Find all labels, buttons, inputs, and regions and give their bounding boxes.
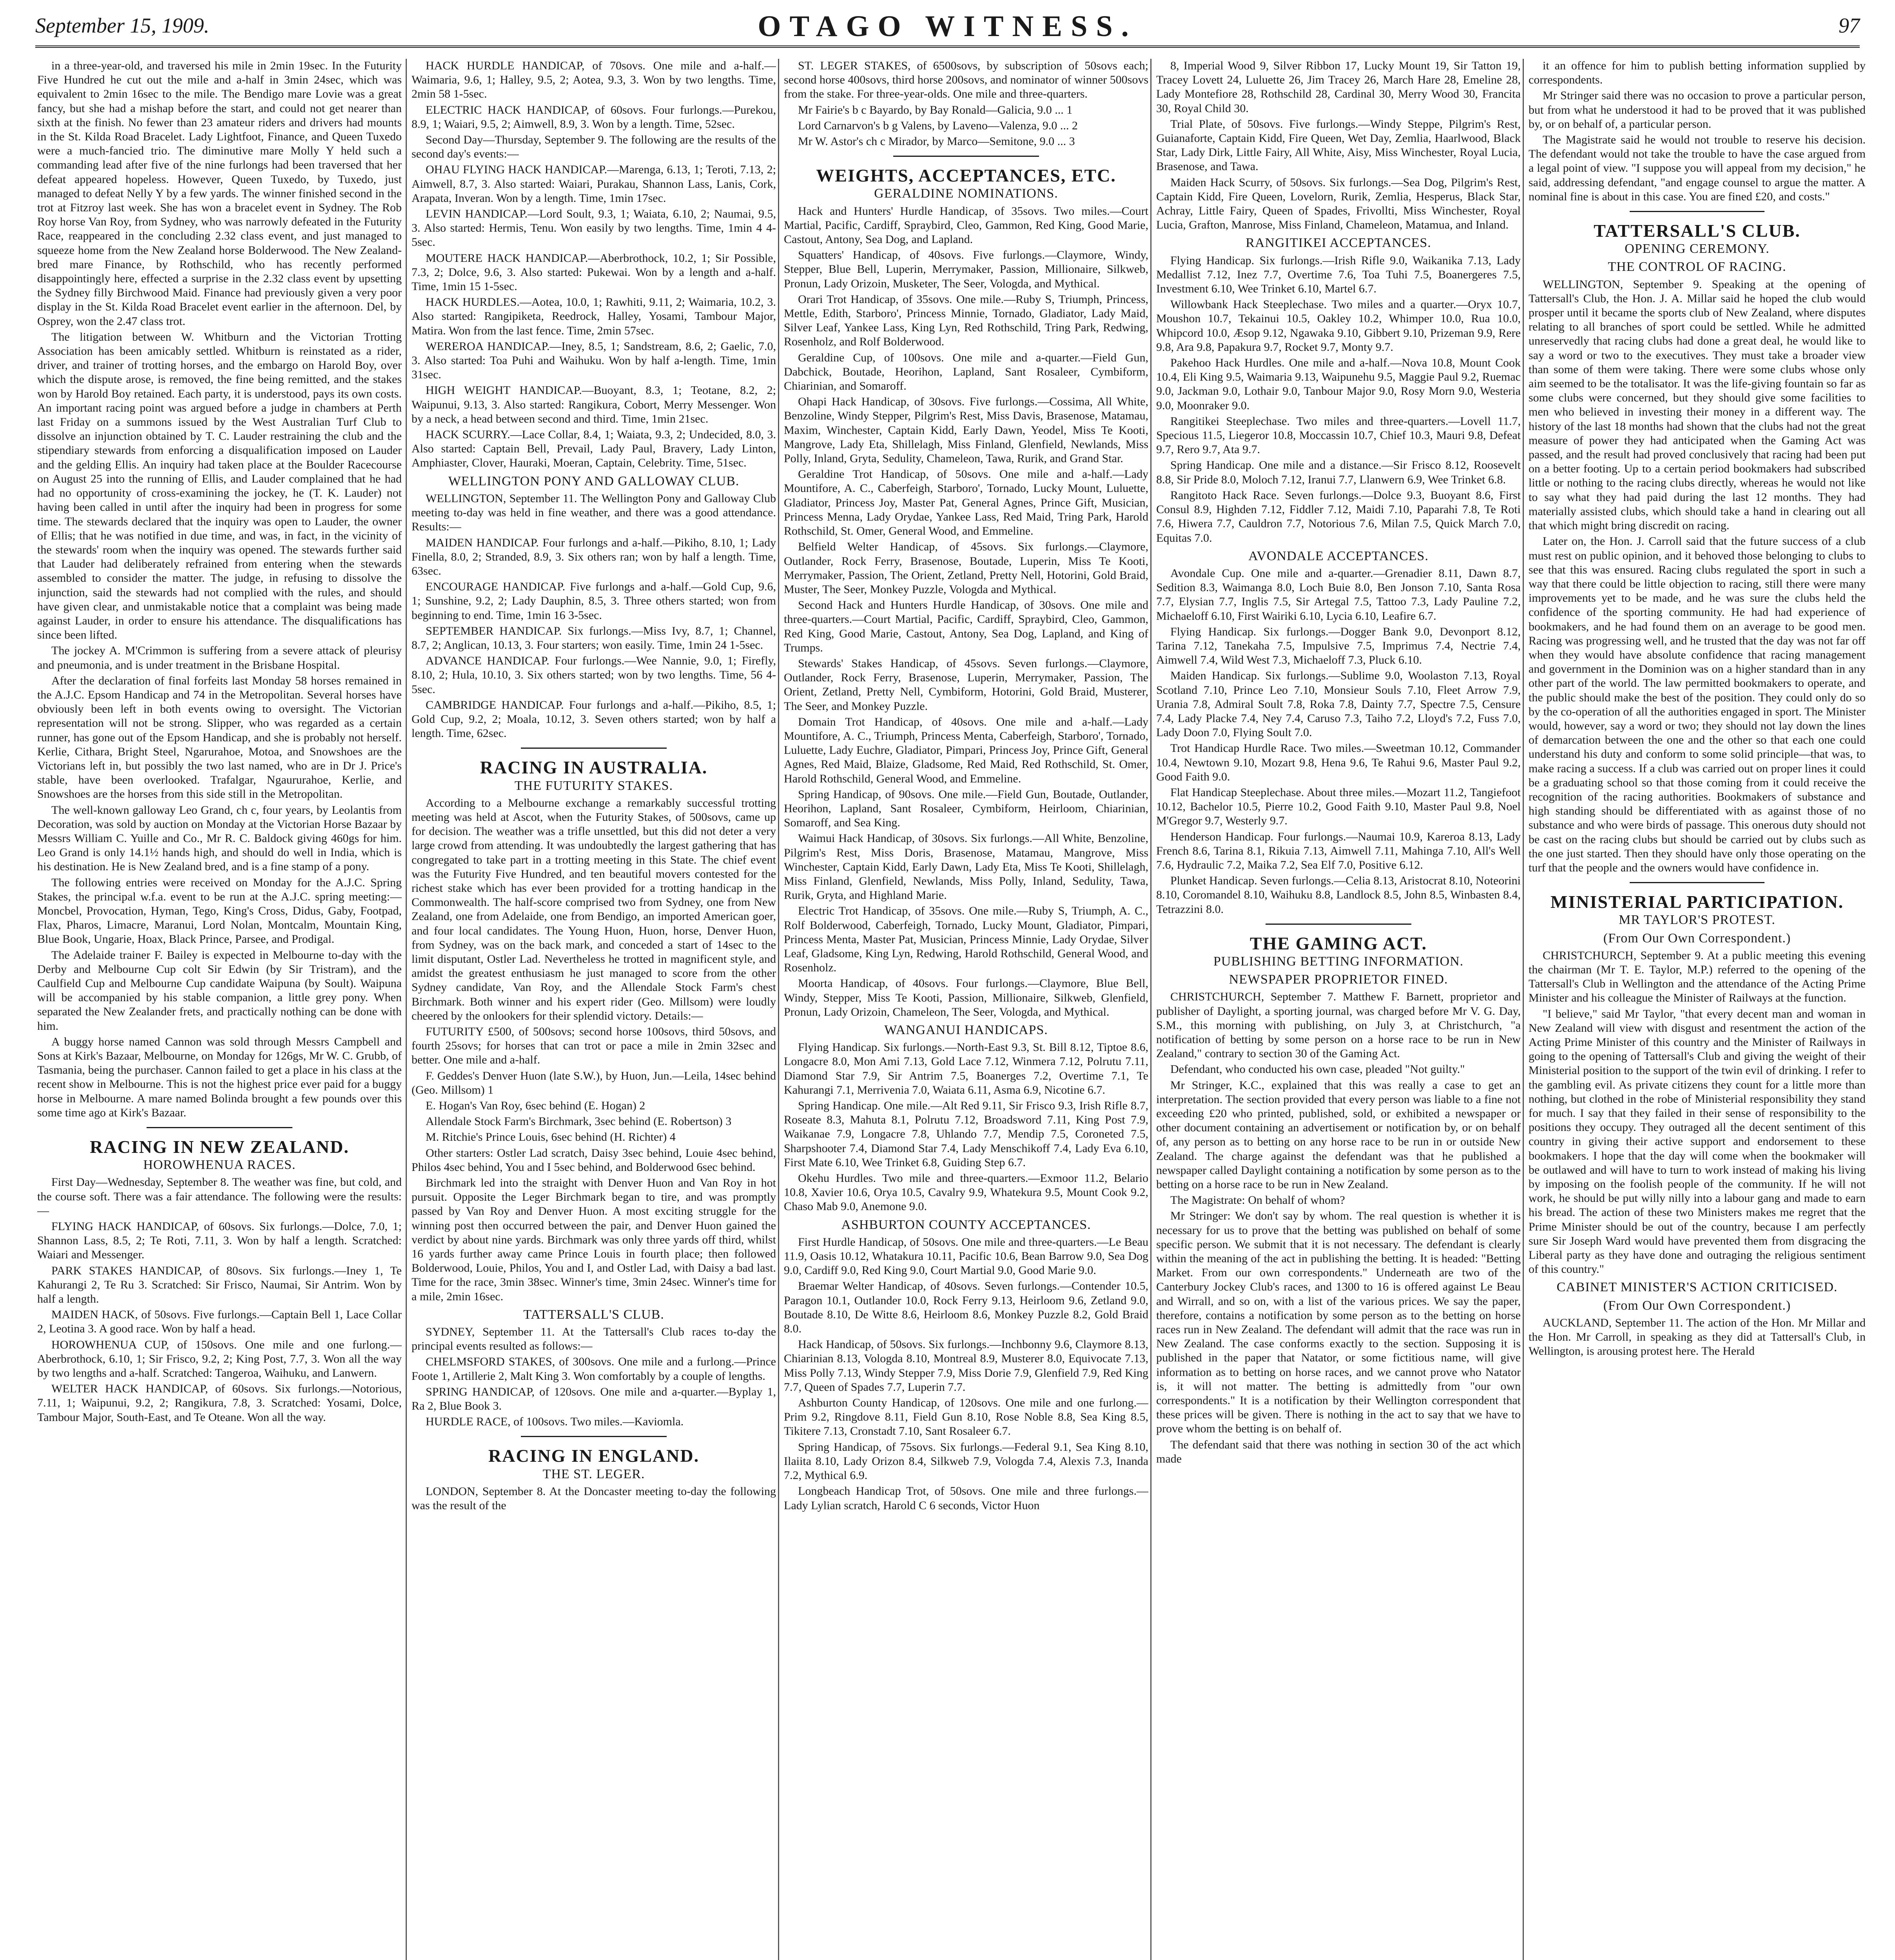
article-paragraph: Rangitoto Hack Race. Seven furlongs.—Dolce 9.3, Buoyant 8.6, First Consul 8.9, Highden 7.12, Fiddler 7.12, Maidi 7.10, Paparahi 7.8, Te Roti 7.6, Hiwera 7.7, Cauldron 7.7, Notorious 7.6, Milan 7.5, Quick March 7.0, Equitas 7.0. [1156, 488, 1521, 544]
article-paragraph: OHAU FLYING HACK HANDICAP.—Marenga, 6.13, 1; Teroti, 7.13, 2; Aimwell, 8.7, 3. Also started: Waiari, Purakau, Shannon Lass, Lanis, Cork, Arapata, Inveran. Won by a length. Time, 1min 17sec. [412, 163, 776, 205]
article-paragraph: it an offence for him to publish betting information supplied by correspondents. [1529, 59, 1866, 87]
section-divider [521, 1436, 667, 1437]
article-paragraph: FUTURITY £500, of 500sovs; second horse 100sovs, third 50sovs, and fourth 25sovs; for horses that can trot or pace a mile in 2min 32sec and better. One mile and a-half. [412, 1025, 776, 1067]
column-4 [1156, 59, 1521, 1960]
article-paragraph: Mr Stringer said there was no occasion to prove a particular person, but from what he understood it had to be proved that it was published by, or on behalf of, a particular person. [1529, 89, 1866, 131]
article-subheading: TATTERSALL'S CLUB. [523, 1307, 664, 1322]
column-3 [784, 59, 1148, 1960]
article-subheading: THE CONTROL OF RACING. [1608, 260, 1786, 274]
article-paragraph: SPRING HANDICAP, of 120sovs. One mile and a-quarter.—Byplay 1, Ra 2, Blue Book 3. [412, 1385, 776, 1413]
section-heading: MINISTERIAL PARTICIPATION. [1550, 892, 1844, 912]
article-paragraph: The Adelaide trainer F. Bailey is expected in Melbourne to-day with the Derby and Melbourne Cup colt Sir Edwin (by Sir Tristram), and the Caulfield Cup and Melbourne Cup candidate Waipuna (by Soult). Waipuna will be accompanied by his stable companion, a little grey pony. When separated the New Zealander frets, and practically nothing can be done with him. [37, 948, 402, 1033]
article-paragraph: WELLINGTON, September 9. Speaking at the opening of Tattersall's Club, the Hon. J. A. Millar said he hoped the club would prosper until it became the sports club of New Zealand, where disputes relating to all branches of sport could be settled. While he admitted unreservedly that racing clubs had done a great deal, he would like to say a word or two to the executives. They must take a broader view than some of them were taking. There were some clubs whose only aim seemed to be the totalisator. It was the life-giving fountain so far as some clubs were concerned, but they should give some facilities to men who believed in investing their money in a different way. The history of the last 18 months had shown that the clubs had not the great measure of power they had anticipated when the Gaming Act was passed, and the result had proved conclusively that racing had been put on a better footing. Up to a certain period bookmakers had subscribed little or nothing to the racing clubs directly, whereas he would not like to say what they had paid during the last 12 months. They had materially assisted clubs, which should take a hand in clearing out all that which might bring discredit on racing. [1529, 278, 1866, 532]
article-paragraph: Waimui Hack Handicap, of 30sovs. Six furlongs.—All White, Benzoline, Pilgrim's Rest, Miss Doris, Brasenose, Matamau, Mangrove, Miss Winchester, Captain Kidd, Early Dawn, Lady Eta, Miss Te Kooti, Shillelagh, Miss Finland, Glenfield, Newlands, Miss Polly, Inland, Sedulity, Tawa, Rurik, Gryta, and Highland Marie. [784, 832, 1148, 902]
article-paragraph: Okehu Hurdles. Two mile and three-quarters.—Exmoor 11.2, Belario 10.8, Xavier 10.6, Orya 10.5, Cavalry 9.9, Whatekura 9.5, Mount Cook 9.2, Chaso Mab 9.0, Anemone 9.0. [784, 1172, 1148, 1213]
article-subheading: (From Our Own Correspondent.) [1603, 931, 1791, 946]
article-paragraph: Electric Trot Handicap, of 35sovs. One mile.—Ruby S, Triumph, A. C., Rolf Bolderwood, Caberfeigh, Tornado, Lucky Mount, Gladiator, Pimpari, Princess Menta, Master Pat, Musician, Princess Minnie, Lady Orydae, Silver Leaf, Gladsome, King Lyn, Redwing, Harold Rothschild, General Wood, and Rosenholz. [784, 904, 1148, 975]
section-heading: RACING IN ENGLAND. [488, 1446, 700, 1466]
article-paragraph: M. Ritchie's Prince Louis, 6sec behind (H. Richter) 4 [426, 1131, 676, 1144]
article-paragraph: HIGH WEIGHT HANDICAP.—Buoyant, 8.3, 1; Teotane, 8.2, 2; Waipunui, 9.13, 3. Also started: Rangikura, Cobort, Merry Messenger. Won by a neck, a head between second and third. Time, 1min 21sec. [412, 384, 776, 425]
article-paragraph: Flying Handicap. Six furlongs.—Irish Rifle 9.0, Waikanika 7.13, Lady Medallist 7.12, Inez 7.7, Overtime 7.6, Toa Tuhi 7.5, Boanergeres 7.5, Investment 6.10, Wee Trinket 6.10, Martel 6.7. [1156, 254, 1521, 296]
article-paragraph: Other starters: Ostler Lad scratch, Daisy 3sec behind, Louie 4sec behind, Philos 4sec behind, You and I 5sec behind, and Bolderwood 6sec behind. [412, 1146, 776, 1174]
section-divider [1630, 211, 1764, 212]
article-subheading: HOROWHENUA RACES. [143, 1158, 296, 1172]
article-paragraph: Henderson Handicap. Four furlongs.—Naumai 10.9, Kareroa 8.13, Lady French 8.6, Tarina 8.1, Rikuia 7.13, Aimwell 7.11, Mahinga 7.10, All's Well 7.6, Hydraulic 7.2, Maika 7.2, Sea Elf 7.0, Positive 6.12. [1156, 830, 1521, 871]
article-paragraph: Later on, the Hon. J. Carroll said that the future success of a club must rest on public opinion, and it behoved those belonging to clubs to see that this was ensured. Racing clubs regulated the sport in such a way that there could be little objection to racing, still there were many improvements yet to be made, and he was sure the clubs held the confidence of the sporting community. He had had experience of bookmakers, and he had found them on an average to be good men. Racing was progressing well, and he trusted that the day was not far off when they would have absolute confidence that racing management and government in the Dominion was on a higher standard than in any other part of the world. The law permitted bookmakers to operate, and the public should make the best of the position. They could only do so by the co-operation of all the authorities engaged in sport. The Minister would, however, say a word or two; they should not lay down the lines of demarcation between the one and the other so that each one could understand his duty and conform to some solid principle—that was, to make racing a success. If a club was carried out on proper lines it could be a graduating school so that those coming from it could receive the recognition of the racing authorities. Bookmakers of substance and high standing should be differentiated with as against those of no substance and who were birds of passage. This onerous duty should not be cast on the racing clubs but should be carried out by clubs such as the one just started. Then they should have only those operating on the turf that the people and the owners would have confidence in. [1529, 535, 1866, 874]
article-paragraph: The Magistrate said he would not trouble to reserve his decision. The defendant would not take the trouble to have the case argued from a legal point of view. "I suppose you will appeal from my decision," he said, addressing defendant, "and engage counsel to argue the matter. A nominal fine is about in this case. You are fined £20, and costs." [1529, 133, 1866, 203]
article-paragraph: Spring Handicap. One mile and a distance.—Sir Frisco 8.12, Roosevelt 8.8, Sir Pride 8.0, Moloch 7.12, Iranui 7.7, Llanwern 6.9, Wee Trinket 6.8. [1156, 459, 1521, 486]
article-paragraph: The following entries were received on Monday for the A.J.C. Spring Stakes, the principal w.f.a. event to be run at the A.J.C. spring meeting:—Moncbel, Provocation, Hyman, Tego, King's Cross, Didus, Gaby, Footpad, Flax, Pharos, Limacre, Maranui, Lord Nolan, Montcalm, Mountain King, Blue Book, Ungarie, Hoax, Black Prince, Parsee, and Prodigal. [37, 876, 402, 946]
article-paragraph: A buggy horse named Cannon was sold through Messrs Campbell and Sons at Kirk's Bazaar, Melbourne, on Monday for 126gs, Mr W. C. Grubb, of Tasmania, being the purchaser. Cannon failed to get a place in his class at the recent show in Melbourne. This is not the highest price ever paid for a buggy horse in Melbourne. A mare named Bolinda brought a few pounds over this some time ago at Kirk's Bazaar. [37, 1035, 402, 1119]
newspaper-title: OTAGO WITNESS. [758, 10, 1137, 43]
article-subheading: PUBLISHING BETTING INFORMATION. [1213, 954, 1464, 969]
article-paragraph: Mr Stringer: We don't say by whom. The real question is whether it is necessary for us to prove that the betting was published on behalf of some specific person. We submit that it is not necessary. The defendant is clearly within the meaning of the act in publishing the betting. It is headed: "Betting Market. From our own correspondents." Underneath are two of the Canterbury Jockey Club's races, and 1300 to 16 is offered against Le Beau and Wirrall, and so on, with a list of the various prices. We say the paper, therefore, contains a notification by some person as to the betting on horse races run in New Zealand. The defendant will admit that the race was run in New Zealand. The case conforms exactly to the section. Supposing it is published in the paper that Natator, or some fictitious name, will give information as to betting on horse races, and we cannot prove who Natator is, it will not matter. The betting is admittedly from "our own correspondents." It is a notification by their Wellington correspondent that these prices will be given. There is nothing in the act to say that we have to prove whom the betting is on behalf of. [1156, 1209, 1521, 1436]
article-paragraph: F. Geddes's Denver Huon (late S.W.), by Huon, Jun.—Leila, 14sec behind (Geo. Millsom) 1 [412, 1069, 776, 1096]
article-paragraph: Avondale Cup. One mile and a-quarter.—Grenadier 8.11, Dawn 8.7, Sedition 8.3, Waimanga 8.0, Loch Buie 8.0, Ben Jonson 7.10, Santa Rosa 7.7, Elysian 7.7, Inglis 7.5, Sir Artegal 7.5, Tattoo 7.3, Lady Pauline 7.2, Michaeloff 6.10, First Wairiki 6.10, Lycia 6.10, Leafire 6.7. [1156, 566, 1521, 622]
article-subheading: ASHBURTON COUNTY ACCEPTANCES. [841, 1217, 1091, 1232]
article-paragraph: MAIDEN HACK, of 50sovs. Five furlongs.—Captain Bell 1, Lace Collar 2, Leotina 3. A good race. Won by half a head. [37, 1308, 402, 1336]
article-paragraph: CAMBRIDGE HANDICAP. Four furlongs and a-half.—Pikiho, 8.5, 1; Gold Cup, 9.2, 2; Moala, 10.12, 3. Seven others started; won by half a length. Time, 62sec. [412, 698, 776, 740]
article-subheading: GERALDINE NOMINATIONS. [874, 186, 1058, 201]
section-heading: WEIGHTS, ACCEPTANCES, ETC. [816, 165, 1116, 186]
article-paragraph: CHELMSFORD STAKES, of 300sovs. One mile and a furlong.—Prince Foote 1, Artillerie 2, Malt King 3. Won comfortably by a couple of lengths. [412, 1355, 776, 1383]
article-paragraph: According to a Melbourne exchange a remarkably successful trotting meeting was held at Ascot, when the Futurity Stakes, of 500sovs, came up for decision. The weather was a trifle unsettled, but this did not deter a very large crowd from attending. It was undoubtedly the largest gathering that has congregated to take part in a trotting meeting in this State. The chief event was the Futurity Five Hundred, and ten beautiful movers contested for the richest stake which has ever been provided for a trotting handicap in the Commonwealth. The half-score comprised two from Sydney, one from New Zealand, one from Adelaide, one from Bendigo, an imported American goer, and four local candidates. The Young Huon, Huon, horse, Denver Huon, from Sydney, was on the back mark, and conceded a start of 14sec to the limit disputant, Ostler Lad. Nevertheless he trotted in magnificent style, and amidst the greatest enthusiasm he just managed to score from the other Sydney candidate, Van Roy, and the Allendale Stock Farm's chest Birchmark. Both winner and his expert rider (Geo. Millsom) were loudly cheered by the onlookers for their splendid victory. Details:— [412, 796, 776, 1022]
article-paragraph: HOROWHENUA CUP, of 150sovs. One mile and one furlong.—Aberbrothock, 6.10, 1; Sir Frisco, 9.2, 2; King Post, 7.7, 3. Won all the way by two lengths and a-half. Scratched: Tangeroa, Waihuku, and Lanwern. [37, 1338, 402, 1380]
article-paragraph: MOUTERE HACK HANDICAP.—Aberbrothock, 10.2, 1; Sir Possible, 7.3, 2; Dolce, 9.6, 3. Also started: Pukewai. Won by a length and a-half. Time, 1min 15 1-5sec. [412, 251, 776, 293]
column-2 [412, 59, 776, 1960]
article-subheading: CABINET MINISTER'S ACTION CRITICISED. [1556, 1280, 1838, 1295]
article-paragraph: Mr W. Astor's ch c Mirador, by Marco—Semitone, 9.0 ... 3 [798, 135, 1075, 148]
article-paragraph: Maiden Handicap. Six furlongs.—Sublime 9.0, Woolaston 7.13, Royal Scotland 7.10, Prince Leo 7.10, Monsieur Souls 7.10, Fleet Arrow 7.9, Urania 7.8, Admiral Soult 7.8, Roka 7.8, Dainty 7.7, Spectre 7.5, Censure 7.4, Lady Placke 7.4, Ney 7.4, Caruso 7.3, Taiho 7.2, Lloyd's 7.2, Fuss 7.0, Lady Doon 7.0, Flying Soult 7.0. [1156, 669, 1521, 739]
article-paragraph: Ohapi Hack Handicap, of 30sovs. Five furlongs.—Cossima, All White, Benzoline, Windy Stepper, Pilgrim's Rest, Miss Davis, Brasenose, Matamau, Maxim, Winchester, Captain Kidd, Early Dawn, Yeodel, Miss Te Kooti, Mangrove, Lady Eta, Shillelagh, Miss Finland, Glenfield, Newlands, Miss Polly, Inland, Gryta, Sedulity, Chameleon, Tawa, Rurik, and Grand Star. [784, 395, 1148, 465]
article-paragraph: Rangitikei Steeplechase. Two miles and three-quarters.—Lovell 11.7, Specious 11.5, Liegeror 10.8, Moccassin 10.7, Chief 10.3, Mauri 9.8, Defeat 9.7, Rero 9.7, Ata 9.7. [1156, 414, 1521, 456]
article-subheading: WANGANUI HANDICAPS. [884, 1023, 1048, 1037]
article-paragraph: CHRISTCHURCH, September 7. Matthew F. Barnett, proprietor and publisher of Daylight, a sporting journal, was charged before Mr V. G. Day, S.M., this morning with publishing, on July 3, at Christchurch, "a notification of betting by some person on a horse race to be run in New Zealand," contrary to section 30 of the Gaming Act. [1156, 990, 1521, 1060]
article-paragraph: The litigation between W. Whitburn and the Victorian Trotting Association has been amicably settled. Whitburn is reinstated as a rider, driver, and trainer of trotting horses, and the embargo on Harold Boy, over which the dispute arose, is removed, the fine being remitted, and the stakes won by Harold Boy retained. Each party, it is understood, pays its own costs. An important racing point was argued before a judge in chambers at Perth last Friday on a summons issued by the West Australian Turf Club to dissolve an injunction obtained by T. C. Lauder restraining the club and the stipendiary stewards from enforcing a disqualification imposed on Lauder and the gelding Ellis. An inquiry had taken place at the Boulder Racecourse on August 25 into the running of Ellis, and Lauder complained that he had had no opportunity of cross-examining the jockey, he (T. K. Lauder) not having been called in until after the inquiry had been in progress for some time. The stewards declared that the inquiry was open to Lauder, the owner of Ellis; that he was notified in due time, and was, in fact, in the vicinity of the stewards' room when the inquiry was opened. The stewards further said that Lauder had deliberately refrained from entering when the stewards assembled to consider the matter. The judge, in refusing to dissolve the injunction, said the stewards had not complied with the rules, and should have given clear, and unmistakable notice that a complaint was being made against Lauder, in order to ensure his attendance. The disqualifications has since been lifted. [37, 330, 402, 642]
article-paragraph: CHRISTCHURCH, September 9. At a public meeting this evening the chairman (Mr T. E. Taylor, M.P.) referred to the opening of the Tattersall's Club in Wellington and the attendance of the Acting Prime Minister and his colleague the Minister of Railways at the function. [1529, 949, 1866, 1005]
article-paragraph: WEREROA HANDICAP.—Iney, 8.5, 1; Sandstream, 8.6, 2; Gaelic, 7.0, 3. Also started: Toa Puhi and Waihuku. Won by half a-length. Time, 1min 31sec. [412, 339, 776, 381]
article-paragraph: Flat Handicap Steeplechase. About three miles.—Mozart 11.2, Tangiefoot 10.12, Bachelor 10.5, Pierre 10.2, Good Faith 9.10, Master Paul 9.8, Noel M'Gregor 9.7, Westerly 9.7. [1156, 786, 1521, 828]
article-paragraph: Geraldine Trot Handicap, of 50sovs. One mile and a-half.—Lady Mountifore, A. C., Caberfeigh, Starboro', Tornado, Lucky Mount, Luluette, Gladiator, Princess Joy, Master Pat, General Agnes, Prince Gift, Musician, Princess Menna, Lady Orydae, Yankee Lass, Red Maid, Tring Park, Harold Rothschild, St. Omer, General Wood, and Emmeline. [784, 468, 1148, 538]
section-heading: RACING IN NEW ZEALAND. [90, 1137, 349, 1157]
article-paragraph: LEVIN HANDICAP.—Lord Soult, 9.3, 1; Waiata, 6.10, 2; Naumai, 9.5, 3. Also started: Hermis, Tenu. Won easily by two lengths. Time, 1min 4 4-5sec. [412, 207, 776, 249]
article-paragraph: Plunket Handicap. Seven furlongs.—Celia 8.13, Aristocrat 8.10, Noteorini 8.10, Coromandel 8.10, Waihuku 8.8, Landlock 8.5, John 8.5, Winbasten 8.4, Tetrazzini 8.0. [1156, 874, 1521, 916]
article-paragraph: PARK STAKES HANDICAP, of 80sovs. Six furlongs.—Iney 1, Te Kahurangi 2, Te Ru 3. Scratched: Sir Frisco, Naumai, Sir Antrim. Won by half a length. [37, 1264, 402, 1306]
column-rule [1150, 59, 1152, 1960]
article-paragraph: ELECTRIC HACK HANDICAP, of 60sovs. Four furlongs.—Purekou, 8.9, 1; Waiari, 9.5, 2; Aimwell, 8.9, 3. Won by a length. Time, 52sec. [412, 103, 776, 131]
article-paragraph: Stewards' Stakes Handicap, of 45sovs. Seven furlongs.—Claymore, Outlander, Rock Ferry, Brasenose, Luperin, Merrymaker, Passion, The Orient, Zetland, Pretty Nell, Cymbiform, Hotorini, Gold Braid, Musterer, The Seer, and Monkey Puzzle. [784, 657, 1148, 713]
article-paragraph: HURDLE RACE, of 100sovs. Two miles.—Kaviomla. [426, 1415, 684, 1428]
article-paragraph: Pakehoo Hack Hurdles. One mile and a-half.—Nova 10.8, Mount Cook 10.4, Eli King 9.5, Waimaria 9.13, Waipunehu 9.5, Maggie Paul 9.2, Ruemac 9.0, Jackman 9.0, Lothair 9.0, Tanbour Major 9.0, Rosy Morn 9.0, Westeria 9.0, Moonraker 9.0. [1156, 356, 1521, 412]
article-paragraph: AUCKLAND, September 11. The action of the Hon. Mr Millar and the Hon. Mr Carroll, in speaking as they did at Tattersall's Club, in Wellington, is arousing protest here. The Herald [1529, 1316, 1866, 1358]
article-paragraph: The defendant said that there was nothing in section 30 of the act which made [1156, 1438, 1521, 1465]
article-paragraph: in a three-year-old, and traversed his mile in 2min 19sec. In the Futurity Five Hundred he cut out the mile and a-half in 3min 24sec, which was equivalent to 2min 16sec to the mile. The Bendigo mare Lovie was a great fancy, but she had a mishap before the start, and could not get nearer than sixth at the finish. No fewer than 23 amateur riders and drivers had mounts in the St. Kilda Road Bracelet. Lady Lightfoot, Finance, and Queen Tuxedo were a much-fancied trio. The diminutive mare Molly Y held such a commanding lead after five of the nine furlongs had been traversed that her defeat appeared hopeless. However, Queen Tuxedo, by Tuxedo, just managed to defeat Nelly Y by a few yards. The winner finished second in the trot at Fitzroy last week. She has won a bracelet event in Sydney. The Rob Roy horse Van Roy, from Sydney, who was narrowly defeated in the Futurity Race, reappeared in the concluding 2.32 class event, and just managed to squeeze home from the New Zealand horse Bolderwood. The New Zealand-bred mare Finance, by Rothschild, who has recently performed disappointingly here, effected a surprise in the 2.32 class event by upsetting the Sydney filly Birchwood Maid. Finance had previously given a very poor display in the St. Kilda Road Bracelet event earlier in the afternoon. Del, by Osprey, won the 2.47 class trot. [37, 59, 402, 328]
article-paragraph: Geraldine Cup, of 100sovs. One mile and a-quarter.—Field Gun, Dabchick, Boutade, Heorihon, Lapland, Sant Rosaleer, Cymbiform, Chiarinian, and Somaroff. [784, 351, 1148, 393]
article-paragraph: Belfield Welter Handicap, of 45sovs. Six furlongs.—Claymore, Outlander, Rock Ferry, Brasenose, Boutade, Luperin, Miss Te Kooti, Merrymaker, Passion, The Orient, Zetland, Pretty Nell, Hotorini, Gold Braid, Muster, The Seer, Monkey Puzzle, Vologda and Mythical. [784, 540, 1148, 596]
article-paragraph: Flying Handicap. Six furlongs.—North-East 9.3, St. Bill 8.12, Tiptoe 8.6, Longacre 8.0, Mon Ami 7.13, Gold Lace 7.12, Winmera 7.12, Polrutu 7.11, Diamond Star 7.9, Sir Antrim 7.5, Boanerges 7.2, Overtime 7.1, Te Kahurangi 7.1, Merrivenia 7.0, Waiata 6.11, Asma 6.9, Nicotine 6.7. [784, 1041, 1148, 1096]
issue-date: September 15, 1909. [35, 14, 209, 37]
article-paragraph: Second Day—Thursday, September 9. The following are the results of the second day's events:— [412, 133, 776, 161]
section-heading: TATTERSALL'S CLUB. [1594, 221, 1801, 241]
article-paragraph: Second Hack and Hunters Hurdle Handicap, of 30sovs. One mile and three-quarters.—Court Martial, Pacific, Cardiff, Spraybird, Cleo, Gammon, Red King, Good Marie, Castout, Antony, Sea Dog, Lapland, and King of Trumps. [784, 599, 1148, 654]
masthead [35, 8, 1860, 48]
article-paragraph: Defendant, who conducted his own case, pleaded "Not guilty." [1170, 1063, 1465, 1076]
article-paragraph: LONDON, September 8. At the Doncaster meeting to-day the following was the result of the [412, 1485, 776, 1512]
article-subheading: (From Our Own Correspondent.) [1603, 1298, 1791, 1313]
section-heading: RACING IN AUSTRALIA. [480, 757, 708, 778]
column-rule [1523, 59, 1524, 1960]
article-paragraph: HACK SCURRY.—Lace Collar, 8.4, 1; Waiata, 9.3, 2; Undecided, 8.0, 3. Also started: Captain Bell, Prevail, Lady Paul, Bravery, Lady Linton, Amphiaster, Clover, Hauraki, Moeran, Captain, Celebrity. Time, 51sec. [412, 428, 776, 470]
article-paragraph: Spring Handicap, of 90sovs. One mile.—Field Gun, Boutade, Outlander, Heorihon, Lapland, Sant Rosaleer, Cymbiform, Heirloom, Chiarinian, Somaroff, and Sea King. [784, 788, 1148, 829]
article-subheading: RANGITIKEI ACCEPTANCES. [1246, 236, 1431, 250]
article-paragraph: Flying Handicap. Six furlongs.—Dogger Bank 9.0, Devonport 8.12, Tarina 7.12, Tanekaha 7.5, Impulsive 7.5, Imprimus 7.4, Nectrie 7.4, Aimwell 7.4, Wild West 7.3, Michaeloff 7.3, Pluck 6.10. [1156, 625, 1521, 667]
article-paragraph: Hack Handicap, of 50sovs. Six furlongs.—Inchbonny 9.6, Claymore 8.13, Chiarinian 8.13, Vologda 8.10, Montreal 8.9, Musterer 8.0, Equivocate 7.13, Miss Polly 7.13, Windy Stepper 7.9, Miss Dorie 7.9, Glenfield 7.9, Red King 7.7, Queen of Spades 7.7, Luperin 7.7. [784, 1338, 1148, 1394]
article-paragraph: HACK HURDLES.—Aotea, 10.0, 1; Rawhiti, 9.11, 2; Waimaria, 10.2, 3. Also started: Rangipiketa, Reedrock, Halley, Yosami, Tambour Major, Matira. Won from the last fence. Time, 2min 57sec. [412, 296, 776, 337]
article-paragraph: SYDNEY, September 11. At the Tattersall's Club races to-day the principal events resulted as follows:— [412, 1325, 776, 1353]
article-paragraph: Birchmark led into the straight with Denver Huon and Van Roy in hot pursuit. Opposite the Leger Birchmark began to tire, and was promptly passed by Van Roy and Denver Huon. A most exciting struggle for the winning post then occurred between the pair, and Denver Huon gained the verdict by about nine yards. Birchmark was only three yards off third, whilst 16 yards further away came Prince Louis in fourth place; then followed Bolderwood, Louie, Philos, You and I, and Ostler Lad, with Daisy a bad last. Time for the race, 3min 38sec. Winner's time, 3min 24sec. Winner's time for a mile, 2min 16sec. [412, 1176, 776, 1303]
article-subheading: OPENING CEREMONY. [1625, 241, 1770, 256]
section-divider [521, 748, 667, 749]
column-5 [1529, 59, 1866, 1960]
section-divider [1630, 882, 1764, 883]
article-paragraph: ADVANCE HANDICAP. Four furlongs.—Wee Nannie, 9.0, 1; Firefly, 8.10, 2; Hula, 10.10, 3. Six others started; won by two lengths. Time, 56 4-5sec. [412, 654, 776, 696]
section-divider [1266, 924, 1411, 925]
section-divider [147, 1127, 292, 1128]
article-subheading: THE FUTURITY STAKES. [514, 778, 673, 793]
article-paragraph: The Magistrate: On behalf of whom? [1170, 1194, 1345, 1207]
article-paragraph: The jockey A. M'Crimmon is suffering from a severe attack of pleurisy and pneumonia, and is under treatment in the Brisbane Hospital. [37, 644, 402, 671]
page-number: 97 [1839, 14, 1860, 37]
article-paragraph: Mr Stringer, K.C., explained that this was really a case to get an interpretation. The section provided that every person was liable to a fine not exceeding £20 who printed, published, sold, or exhibited a newspaper or other document containing an advertisement or notification by, or on behalf of, any person as to betting on any horse race to be run in or outside New Zealand. The charge against the defendant was that he published a newspaper called Daylight containing a notification by some person as to the betting on a horse race to be run in New Zealand. [1156, 1078, 1521, 1191]
article-paragraph: ENCOURAGE HANDICAP. Five furlongs and a-half.—Gold Cup, 9.6, 1; Sunshine, 9.2, 2; Lady Dauphin, 8.5, 3. Three others started; won from beginning to end. Time, 1min 16 3-5sec. [412, 580, 776, 622]
column-rule [778, 59, 779, 1960]
article-paragraph: Moorta Handicap, of 40sovs. Four furlongs.—Claymore, Blue Bell, Windy, Stepper, Miss Te Kooti, Passion, Millionaire, Silkweb, Glenfield, Pronun, Lady Orizoin, Chameleon, The Seer, Vologda, and Mythical. [784, 977, 1148, 1018]
article-paragraph: First Day—Wednesday, September 8. The weather was fine, but cold, and the course soft. There was a fair attendance. The following were the results:— [37, 1176, 402, 1217]
article-paragraph: Maiden Hack Scurry, of 50sovs. Six furlongs.—Sea Dog, Pilgrim's Rest, Captain Kidd, Fire Queen, Lovelorn, Rurik, Zemlia, Hesperus, Black Star, Achray, Little Fairy, Queen of Spades, Frivollti, Miss Winchester, Royal Lucia, Grafton, Manrose, Miss Finland, Chameleon, Matamua, and Inland. [1156, 176, 1521, 232]
article-subheading: THE ST. LEGER. [542, 1466, 645, 1481]
article-paragraph: SEPTEMBER HANDICAP. Six furlongs.—Miss Ivy, 8.7, 1; Channel, 8.7, 2; Anglican, 10.13, 3. Four starters; won easily. Time, 1min 24 1-5sec. [412, 624, 776, 652]
article-paragraph: First Hurdle Handicap, of 50sovs. One mile and three-quarters.—Le Beau 11.9, Oasis 10.12, Whatakura 10.11, Pacific 10.6, Bean Barrow 9.0, Sea Dog 9.0, Cardiff 9.0, Red King 9.0, Court Martial 9.0, Good Marie 9.0. [784, 1235, 1148, 1277]
article-subheading: WELLINGTON PONY AND GALLOWAY CLUB. [448, 474, 740, 488]
article-paragraph: Trot Handicap Hurdle Race. Two miles.—Sweetman 10.12, Commander 10.4, Newtown 9.10, Mozart 9.8, Hena 9.6, Te Rahui 9.6, Master Paul 9.2, Good Faith 9.0. [1156, 742, 1521, 783]
column-rule [406, 59, 407, 1960]
article-paragraph: Spring Handicap, of 75sovs. Six furlongs.—Federal 9.1, Sea King 8.10, Ilaiita 8.10, Lady Orizon 8.4, Silkweb 7.9, Vologda 7.4, Alexis 7.3, Inanda 7.2, Mythical 6.9. [784, 1440, 1148, 1482]
article-paragraph: MAIDEN HANDICAP. Four furlongs and a-half.—Pikiho, 8.10, 1; Lady Finella, 8.0, 2; Stranded, 8.9, 3. Six others ran; won by half a length. Time, 63sec. [412, 536, 776, 577]
article-paragraph: Mr Fairie's b c Bayardo, by Bay Ronald—Galicia, 9.0 ... 1 [798, 103, 1073, 116]
article-paragraph: Lord Carnarvon's b g Valens, by Laveno—Valenza, 9.0 ... 2 [798, 119, 1078, 132]
article-paragraph: E. Hogan's Van Roy, 6sec behind (E. Hogan) 2 [426, 1099, 646, 1112]
article-paragraph: Braemar Welter Handicap, of 40sovs. Seven furlongs.—Contender 10.5, Paragon 10.1, Outlander 10.0, Rock Ferry 9.13, Heirloom 9.6, Zetland 9.0, Boutade 8.10, De Witte 8.6, Heirloom 8.6, Monkey Puzzle 8.2, Gold Braid 8.0. [784, 1279, 1148, 1336]
article-paragraph: Trial Plate, of 50sovs. Five furlongs.—Windy Steppe, Pilgrim's Rest, Guianaforte, Captain Kidd, Fire Queen, Wet Day, Zemlia, Haarlwood, Black Star, Lady Dirk, Little Fairy, All White, Aisy, Miss Winchester, Royal Lucia, Brasenose, and Tawa. [1156, 117, 1521, 173]
article-paragraph: FLYING HACK HANDICAP, of 60sovs. Six furlongs.—Dolce, 7.0, 1; Shannon Lass, 8.5, 2; Te Roti, 7.11, 3. Won by half a length. Scratched: Waiari and Messenger. [37, 1220, 402, 1261]
article-paragraph: Ashburton County Handicap, of 120sovs. One mile and one furlong.—Prim 9.2, Ringdove 8.11, Field Gun 8.10, Rose Noble 8.8, Sea King 8.5, Tikitere 7.13, Cronstadt 7.10, Sant Rosaleer 6.7. [784, 1396, 1148, 1438]
section-heading: THE GAMING ACT. [1249, 933, 1427, 953]
article-paragraph: "I believe," said Mr Taylor, "that every decent man and woman in New Zealand will view with disgust and resentment the action of the Acting Prime Minister of this country and the Minister of Railways in going to the opening of Tattersall's Club and giving the weight of their Ministerial position to the support of the twin evil of drinking. I refer to the gambling evil. As private citizens they count for a little more than nothing, but clothed in the robe of Ministerial responsibility they stand for much. I say that they failed in their sense of responsibility to the positions they occupy. They outraged all the decent sentiment of this country in giving their active support and endorsement to these bookmakers. I hope that the day will come when the bookmaker will be outlawed and will have to turn to work instead of making his living by imposing on the foolish people of the community. If he will not work, he should be put willy nilly into a labour gang and made to earn his bread. The action of these two Ministers makes me regret that the Prime Minister should be out of the country, because I am perfectly sure Sir Joseph Ward would have prevented them from disgracing the Liberal party as they have done and outraging the religious sentiment of this country." [1529, 1007, 1866, 1276]
article-paragraph: ST. LEGER STAKES, of 6500sovs, by subscription of 50sovs each; second horse 400sovs, third horse 200sovs, and nominator of winner 500sovs from the stake. For three-year-olds. One mile and three-quarters. [784, 59, 1148, 101]
article-paragraph: WELTER HACK HANDICAP, of 60sovs. Six furlongs.—Notorious, 7.11, 1; Waipunui, 9.2, 2; Rangikura, 7.8, 3. Scratched: Yosami, Dolce, Tambour Major, South-East, and Te Oteane. Won all the way. [37, 1382, 402, 1424]
article-paragraph: HACK HURDLE HANDICAP, of 70sovs. One mile and a-half.—Waimaria, 9.6, 1; Halley, 9.5, 2; Aotea, 9.3, 3. Won by two lengths. Time, 2min 58 1-5sec. [412, 59, 776, 101]
article-paragraph: 8, Imperial Wood 9, Silver Ribbon 17, Lucky Mount 19, Sir Tatton 19, Tracey Lovett 24, Luluette 26, Jim Tracey 26, March Hare 28, Emeline 28, Lady Montefiore 28, Rothschild 28, Cardinal 30, Merry Wood 30, Francita 30, Royal Child 30. [1156, 59, 1521, 115]
article-paragraph: The well-known galloway Leo Grand, ch c, four years, by Leolantis from Decoration, was sold by auction on Monday at the Victorian Horse Bazaar by Messrs William C. Yuille and Co., Mr R. C. Baldock giving 460gs for him. Leo Grand is only 14.1½ hands high, and should do well in India, which is his destination. He is New Zealand bred, and is a fine stamp of a pony. [37, 803, 402, 873]
article-paragraph: Orari Trot Handicap, of 35sovs. One mile.—Ruby S, Triumph, Princess, Mettle, Edith, Starboro', Princess Minnie, Tornado, Gladiator, Lady Maid, Silver Leaf, Yankee Lass, King Lyn, Red Rothschild, Tring Park, Redwing, Rosenholz, and Rolf Bolderwood. [784, 292, 1148, 348]
article-paragraph: After the declaration of final forfeits last Monday 58 horses remained in the A.J.C. Epsom Handicap and 74 in the Metropolitan. Several horses have obviously been left in both events owing to oversight. The Victorian representation will not be strong. Slipper, who was regarded as a certain runner, has gone out of the Epsom Handicap, and she is probably not herself. Kerlie, Cithara, Bright Steel, Ngarurahoe, Motoa, and Snowshoes are the Victorians left in, but possibly the two last named, who are in Dr J. Price's stable, have been overlooked. Trafalgar, Ngaururahoe, Kerlie, and Snowshoes are the horses from this side still in the Metropolitan. [37, 674, 402, 801]
article-subheading: MR TAYLOR'S PROTEST. [1619, 913, 1775, 927]
article-paragraph: Squatters' Handicap, of 40sovs. Five furlongs.—Claymore, Windy, Stepper, Blue Bell, Luperin, Merrymaker, Passion, Millionaire, Silkweb, Pronun, Lady Orizoin, Musketer, The Seer, Vologda, and Mythical. [784, 249, 1148, 290]
section-divider [893, 156, 1039, 157]
article-paragraph: Hack and Hunters' Hurdle Handicap, of 35sovs. Two miles.—Court Martial, Pacific, Cardiff, Spraybird, Cleo, Gammon, Red King, Good Marie, Castout, Antony, Sea Dog, and Lapland. [784, 204, 1148, 246]
article-paragraph: Spring Handicap. One mile.—Alt Red 9.11, Sir Frisco 9.3, Irish Rifle 8.7, Roseate 8.3, Mahuta 8.1, Polrutu 7.12, Broadsword 7.11, King Post 7.9, Waikanae 7.9, Longacre 7.8, Uhlando 7.7, Mendip 7.5, Coroneted 7.5, Sharpshooter 7.4, Diamond Star 7.4, Lady Menschikoff 7.4, Lady Eva 6.10, First Mate 6.10, Wee Trinket 6.8, Guiding Step 6.7. [784, 1099, 1148, 1169]
article-paragraph: WELLINGTON, September 11. The Wellington Pony and Galloway Club meeting to-day was held in fine weather, and there was a good attendance. Results:— [412, 492, 776, 534]
article-paragraph: Longbeach Handicap Trot, of 50sovs. One mile and three furlongs.—Lady Lylian scratch, Harold C 6 seconds, Victor Huon [784, 1485, 1148, 1512]
article-subheading: AVONDALE ACCEPTANCES. [1248, 548, 1429, 563]
article-paragraph: Allendale Stock Farm's Birchmark, 3sec behind (E. Robertson) 3 [426, 1115, 732, 1128]
article-paragraph: Domain Trot Handicap, of 40sovs. One mile and a-half.—Lady Mountifore, A. C., Triumph, Princess Menta, Caberfeigh, Starboro', Tornado, Luluette, Lady Euchre, Gladiator, Pimpari, Princess Joy, Prince Gift, General Agnes, Red Maid, Blaize, Gladsome, Red Maid, Red Rothschild, St. Omer, Harold Rothschild, General Wood, and Emmeline. [784, 715, 1148, 785]
article-subheading: NEWSPAPER PROPRIETOR FINED. [1229, 972, 1448, 987]
article-paragraph: Willowbank Hack Steeplechase. Two miles and a quarter.—Oryx 10.7, Moushon 10.7, Tekainui 10.5, Oakley 10.2, Whimper 10.0, Rua 10.0, Whipcord 10.0, Æsop 9.12, Ngawaka 9.10, Gibbert 9.10, Prizeman 9.9, Rere 9.8, Ara 9.8, Papakura 9.7, Rocket 9.7, Monty 9.7. [1156, 298, 1521, 354]
column-1 [37, 59, 402, 1960]
